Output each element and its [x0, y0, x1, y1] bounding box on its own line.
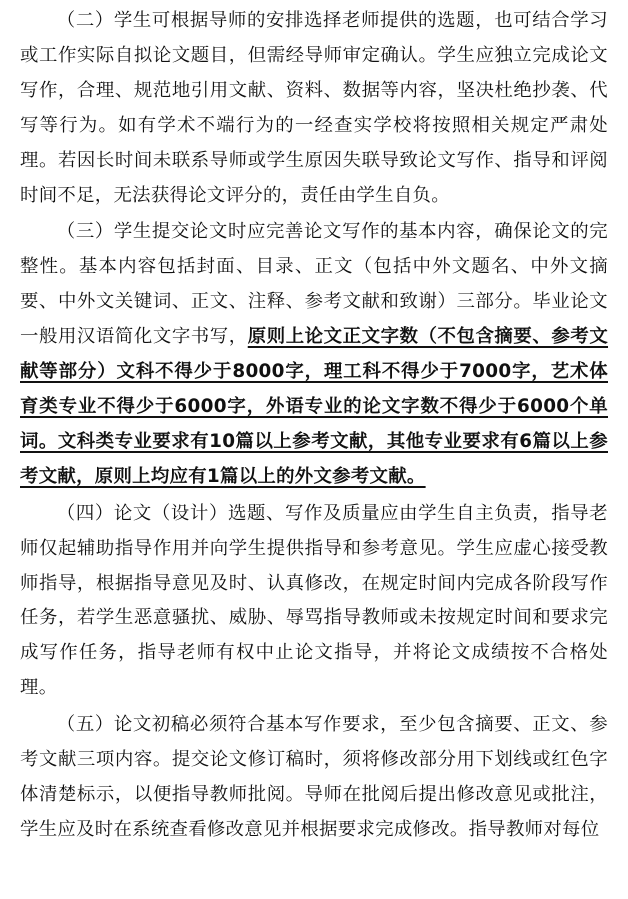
- paragraph-4: [20, 497, 608, 706]
- paragraph-5-text: （五）论文初稿必须符合基本写作要求，至少包含摘要、正文、参考文献三项内容。提交论文修订稿时，须将修改部分用下划线或红色字体清楚标示，以便指导教师批阅。导师在批阅后提出修改意见或批注，学生应及时在系统查看修改意见并根据要求完成修改。指导教师对每位: [20, 714, 608, 840]
- paragraph-3-text: （三）学生提交论文时应完善论文写作的基本内容，确保论文的完整性。基本内容包括封面、目录、正文（包括中外文题名、中外文摘要、中外文关键词、正文、注释、参考文献和致谢）三部分。毕业论文一般用汉语简化文字书写，: [20, 221, 608, 348]
- paragraph-4-text: （四）论文（设计）选题、写作及质量应由学生自主负责，指导老师仅起辅助指导作用并向学生提供指导和参考意见。学生应虚心接受教师指导，根据指导意见及时、认真修改，在规定时间内完成各阶段写作任务，若学生恶意骚扰、威胁、辱骂指导教师或未按规定时间和要求完成写作任务，指导老师有权中止论文指导，并将论文成绩按不合格处理。: [20, 502, 608, 699]
- paragraph-3-emphasis: 原则上论文正文字数（不包含摘要、参考文献等部分）文科不得少于8000字，理工科不得少于7000字，艺术体育类专业不得少于6000字，外语专业的论文字数不得少于6000个单词。文科类专业要求有10篇以上参考文献，其他专业要求有6篇以上参考文献，原则上均应有1篇以上的外文参考文献。: [20, 326, 609, 487]
- paragraph-3: [20, 215, 608, 494]
- paragraph-2: [20, 4, 608, 213]
- paragraph-5: [20, 708, 608, 848]
- paragraph-2-text: （二）学生可根据导师的安排选择老师提供的选题，也可结合学习或工作实际自拟论文题目，但需经导师审定确认。学生应独立完成论文写作，合理、规范地引用文献、资料、数据等内容，坚决杜绝抄袭、代写等行为。如有学术不端行为的一经查实学校将按照相关规定严肃处理。若因长时间未联系导师或学生原因失联导致论文写作、指导和评阅时间不足，无法获得论文评分的，责任由学生自负。: [20, 10, 608, 206]
